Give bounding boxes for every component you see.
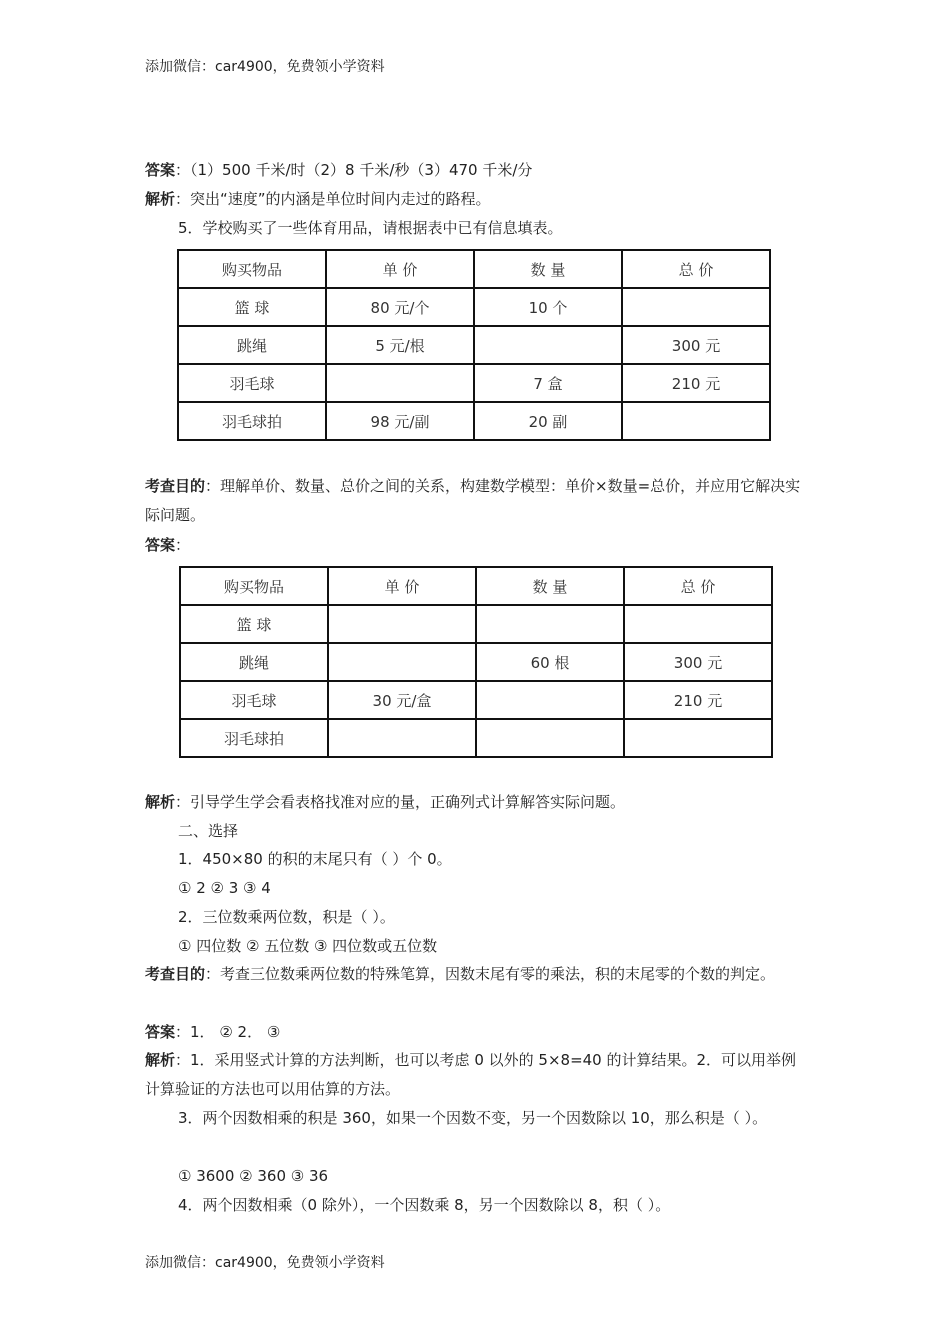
table-row [178,326,770,364]
table-cell [622,402,770,440]
table-cell [624,719,772,757]
table-cell: 98 元/副 [326,402,474,440]
table-cell: 羽毛球拍 [178,402,326,440]
answer-3-label: 答案 [145,1023,176,1041]
purpose-1-text: ：理解单价、数量、总价之间的关系，构建数学模型：单价×数量=总价，并应用它解决实际问题。 [145,477,801,524]
header-cell: 总 价 [622,250,770,288]
purpose-2 [145,960,805,989]
table-cell: 羽毛球拍 [180,719,328,757]
table-cell [476,719,624,757]
header-cell: 数 量 [474,250,622,288]
header-cell: 购买物品 [180,567,328,605]
analysis-3-text: ：1．采用竖式计算的方法判断，也可以考虑 0 以外的 5×8=40 的计算结果。2．可以用举例计算验证的方法也可以用估算的方法。 [145,1051,797,1098]
table-question [177,249,771,441]
table-cell: 20 副 [474,402,622,440]
table-cell: 跳绳 [180,643,328,681]
choice-question-3: 3．两个因数相乘的积是 360，如果一个因数不变，另一个因数除以 10，那么积是（ ）。 [178,1109,768,1127]
header-cell: 总 价 [624,567,772,605]
table-row [180,605,772,643]
choice-options-1: ① 2 ② 3 ③ 4 [178,879,271,897]
analysis-1 [145,189,491,209]
page-footer: 添加微信：car4900，免费领小学资料 [145,1255,385,1271]
page-header: 添加微信：car4900，免费领小学资料 [145,59,385,75]
purpose-2-text: ：考查三位数乘两位数的特殊笔算，因数末尾有零的乘法，积的末尾零的个数的判定。 [205,965,776,983]
table-cell: 80 元/个 [326,288,474,326]
table-cell: 篮 球 [178,288,326,326]
choice-question-4: 4．两个因数相乘（0 除外），一个因数乘 8，另一个因数除以 8，积（ ）。 [178,1196,671,1214]
table-row [178,402,770,440]
table-cell [328,719,476,757]
purpose-2-label: 考查目的 [145,965,206,983]
table-cell [624,605,772,643]
table-cell: 300 元 [624,643,772,681]
choice-options-3: ① 3600 ② 360 ③ 36 [178,1167,329,1185]
answer-2-label: 答案 [145,536,176,554]
table-cell [326,364,474,402]
table-row [178,364,770,402]
section-title: 二、选择 [178,822,239,840]
table-cell: 60 根 [476,643,624,681]
table-cell: 羽毛球 [178,364,326,402]
answer-3 [145,1022,280,1042]
table-cell: 210 元 [624,681,772,719]
header-cell: 单 价 [326,250,474,288]
table-cell [474,326,622,364]
table-cell: 跳绳 [178,326,326,364]
analysis-1-text: ：突出“速度”的内涵是单位时间内走过的路程。 [175,190,491,208]
table-answer [179,566,773,758]
purpose-1 [145,472,805,530]
choice-question-1: 1．450×80 的积的末尾只有（ ）个 0。 [178,850,452,868]
table-cell: 7 盒 [474,364,622,402]
table-row [180,643,772,681]
choice-question-2: 2．三位数乘两位数，积是（ ）。 [178,908,395,926]
table-cell: 篮 球 [180,605,328,643]
table-cell: 5 元/根 [326,326,474,364]
table-cell [328,605,476,643]
answer-2 [145,535,190,555]
table-cell: 210 元 [622,364,770,402]
header-cell: 数 量 [476,567,624,605]
analysis-1-label: 解析 [145,190,176,208]
table-row [178,288,770,326]
answer-2-text: ： [175,536,191,554]
table-cell [476,605,624,643]
analysis-2-text: ：引导学生学会看表格找准对应的量，正确列式计算解答实际问题。 [175,793,626,811]
table-cell: 羽毛球 [180,681,328,719]
question-5: 5．学校购买了一些体育用品，请根据表中已有信息填表。 [178,219,563,237]
header-cell: 购买物品 [178,250,326,288]
analysis-2 [145,792,625,812]
table-cell: 10 个 [474,288,622,326]
answer-1-label: 答案 [145,161,176,179]
table-cell [622,288,770,326]
purpose-1-label: 考查目的 [145,477,206,495]
table-cell [476,681,624,719]
table-cell: 300 元 [622,326,770,364]
analysis-3 [145,1046,805,1104]
answer-1 [145,160,532,180]
choice-options-2: ① 四位数 ② 五位数 ③ 四位数或五位数 [178,937,438,955]
analysis-2-label: 解析 [145,793,176,811]
header-cell: 单 价 [328,567,476,605]
table-header-row [180,567,772,605]
table-header-row [178,250,770,288]
answer-3-text: ：1． ② 2． ③ [175,1023,281,1041]
table-cell: 30 元/盒 [328,681,476,719]
analysis-3-label: 解析 [145,1051,176,1069]
table-row [180,719,772,757]
table-row [180,681,772,719]
table-cell [328,643,476,681]
answer-1-text: ：（1）500 千米/时（2）8 千米/秒（3）470 千米/分 [175,161,533,179]
